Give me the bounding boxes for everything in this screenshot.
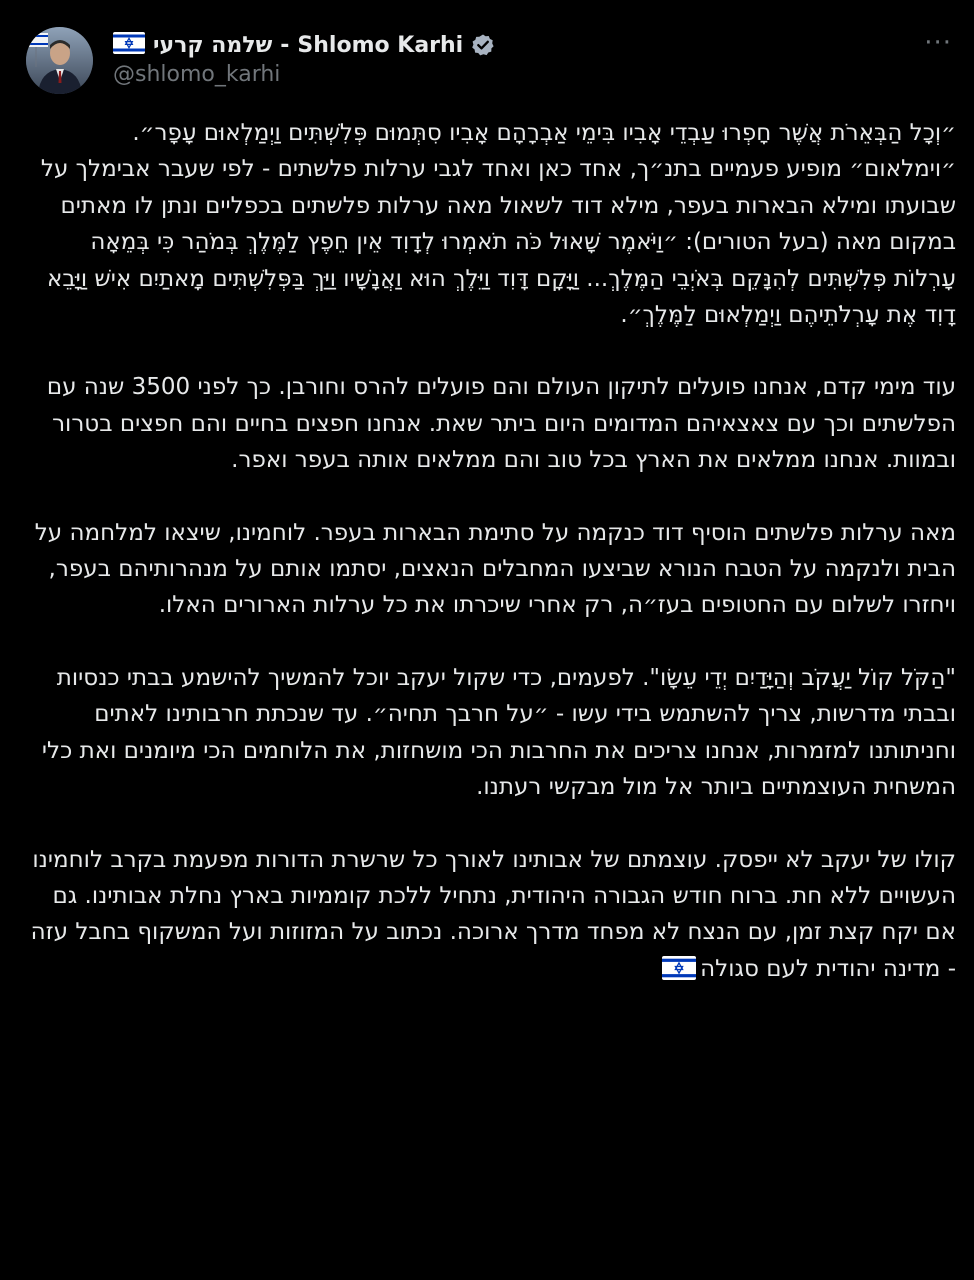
- tweet-text: [30, 115, 956, 991]
- display-name-hebrew: שלמה קרעי: [153, 32, 273, 58]
- tweet-header: [0, 0, 974, 110]
- tweet-paragraph-1: ״וְכָל הַבְּאֵרֹת אֲשֶׁר חָפְרוּ עַבְדֵי אָבִיו בִּימֵי אַבְרָהָם אָבִיו סִתְּמוּם פְּלִשְׁתִּים וַיְמַלְאוּם עָפָר״. ״וימלאום״ מופיע פעמיים בתנ״ך, אחד כאן ואחד לגבי ערלות פלשתים - לפי שעבר אבימלך על שבועתו ומילא הבארות בעפר, מילא דוד לשאול מאה ערלות פלשתים בכפליים ונתן לו מאתים במקום מאה (בעל הטורים): ״וַיֹּאמֶר שָׁאוּל כֹּה תֹאמְרוּ לְדָוִד אֵין חֵפֶץ לַמֶּלֶךְ בְּמֹהַר כִּי בְּמֵאָה עָרְלוֹת פְּלִשְׁתִּים לְהִנָּקֵם בְּאֹיְבֵי הַמֶּלֶךְ... וַיָּקָם דָּוִד וַיֵּלֶךְ הוּא וַאֲנָשָׁיו וַיַּךְ בַּפְּלִשְׁתִּים מָאתַיִם אִישׁ וַיָּבֵא דָוִד אֶת עָרְלֹתֵיהֶם וַיְמַלְאוּם לַמֶּלֶךְ״.: [40, 120, 956, 329]
- display-name-separator: -: [280, 32, 290, 58]
- avatar[interactable]: [26, 27, 93, 94]
- display-name-row[interactable]: [113, 30, 495, 60]
- tweet-paragraph-5-text: קולו של יעקב לא ייפסק. עוצמתם של אבותינו לאורך כל שרשרת הדורות מפעמת בקרב לוחמינו העשויים ללא חת. ברוח חודש הגבורה היהודית, נתחיל ללכת קוממיות בארץ נחלת אבותינו. גם אם יקח קצת זמן, עם הנצח לא מפחד מדרך ארוכה. נכתוב על המזוזות ועל המשקוף בחבל עזה - מדינה יהודית לעם סגולה: [30, 846, 956, 982]
- tweet-paragraph-4: "הַקֹּל קוֹל יַעֲקֹב וְהַיָּדַיִם יְדֵי עֵשָׂו". לפעמים, כדי שקול יעקב יוכל להמשיך להישמע בבתי כנסיות ובבתי מדרשות, צריך להשתמש בידי עשו - ״על חרבך תחיה״. עד שנכתת חרבותינו לאתים וחניתותנו למזמרות, אנחנו צריכים את החרבות הכי מושחזות, את הלוחמים הכי מיומנים ואת כלי המשחית העוצמתיים ביותר אל מול מבקשי רעתנו.: [41, 664, 956, 801]
- israel-flag-icon: [113, 32, 145, 58]
- more-options-button[interactable]: ···: [924, 28, 952, 58]
- tweet-paragraph-3: מאה ערלות פלשתים הוסיף דוד כנקמה על סתימת הבארות בעפר. לוחמינו, שיצאו למלחמה על הבית ולנקמה על הטבח הנורא שביצעו המחבלים הנאצים, יסתמו אותם על מנהרותיהם בעפר, ויחזרו לשלום עם החטופים בעז״ה, רק אחרי שיכרתו את כל ערלות הארורים האלו.: [34, 519, 956, 619]
- display-name-latin: Shlomo Karhi: [297, 32, 464, 58]
- tweet-paragraph-5: [30, 842, 956, 992]
- user-handle[interactable]: @shlomo_karhi: [113, 62, 281, 87]
- tweet-paragraph-2: עוד מימי קדם, אנחנו פועלים לתיקון העולם והם פועלים להרס וחורבן. כך לפני 3500 שנה עם הפלשתים וכך עם צאצאיהם המדומים היום ביתר שאת. אנחנו חפצים בחיים והם חפצים בטרור ובמוות. אנחנו ממלאים את הארץ בכל טוב והם ממלאים אותה בעפר ואפר.: [46, 374, 956, 474]
- israel-flag-icon: [662, 955, 696, 991]
- verified-badge-icon: [471, 33, 495, 57]
- avatar-portrait-icon: [26, 27, 93, 94]
